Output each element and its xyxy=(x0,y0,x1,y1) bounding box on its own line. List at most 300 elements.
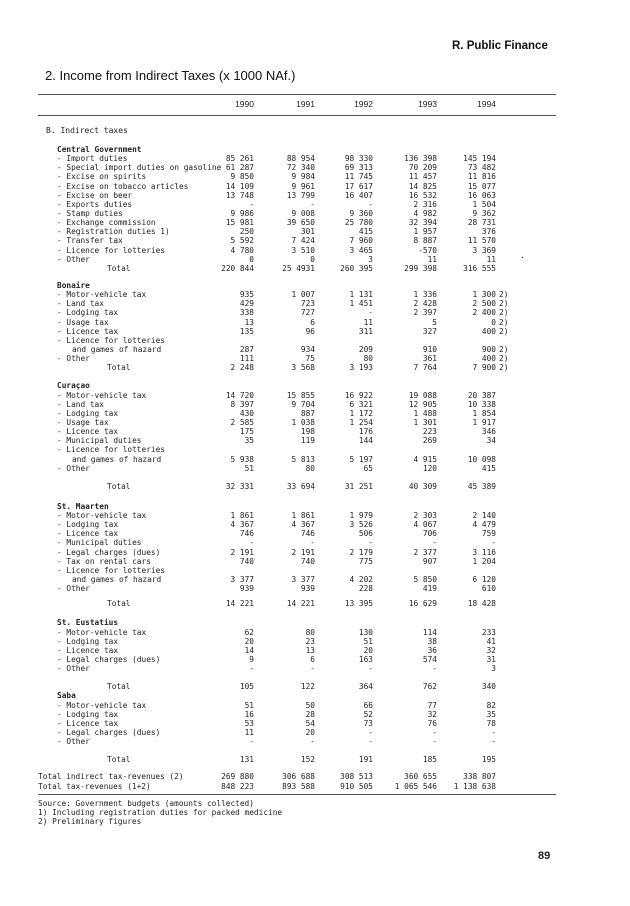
cell-1991: 723 xyxy=(300,299,315,309)
cell-1992: 69 313 xyxy=(344,163,373,173)
cell-1993: 16 532 xyxy=(408,190,437,200)
section-name: St. Eustatius xyxy=(57,618,119,628)
cell-1990: 14 720 xyxy=(225,390,254,400)
cell-1991: 746 xyxy=(300,529,315,539)
cell-1993: 360 655 xyxy=(404,772,437,782)
table-row xyxy=(0,227,630,236)
row-label: - Excise on beer xyxy=(57,190,133,200)
section-heading xyxy=(0,691,630,700)
cell-1990: 2 191 xyxy=(230,547,254,557)
year-1991: 1991 xyxy=(296,99,315,109)
cell-1993: 706 xyxy=(422,529,437,539)
table-row xyxy=(0,218,630,227)
table-row xyxy=(0,255,630,264)
section-total xyxy=(0,599,630,608)
section-total xyxy=(0,482,630,491)
cell-1992: 3 465 xyxy=(349,245,373,255)
cell-1993: 269 xyxy=(422,436,437,446)
cell-1993: - xyxy=(432,737,437,747)
row-label: - Licence tax xyxy=(57,427,119,437)
cell-1992: 775 xyxy=(358,556,373,566)
cell-1991: 75 xyxy=(305,354,315,364)
table-row xyxy=(0,728,630,737)
cell-1991: 9 704 xyxy=(291,399,315,409)
cell-1992: - xyxy=(368,308,373,318)
cell-1993: 7 764 xyxy=(413,363,437,373)
cell-1991: 740 xyxy=(300,556,315,566)
footnote: 1) Including registration duties for packed medicine xyxy=(38,808,283,818)
table-row xyxy=(0,400,630,409)
cell-1993: 40 309 xyxy=(408,481,437,491)
section-total xyxy=(0,755,630,764)
table-row xyxy=(0,520,630,529)
cell-1992: 1 172 xyxy=(349,408,373,418)
table-row xyxy=(0,701,630,710)
cell-1992: 191 xyxy=(358,755,373,765)
row-label: Total xyxy=(107,263,131,273)
cell-1991: 80 xyxy=(305,627,315,637)
table-row xyxy=(0,182,630,191)
cell-1993: 910 xyxy=(422,344,437,354)
table-row xyxy=(0,566,630,575)
row-label: - Licence tax xyxy=(57,529,119,539)
cell-1990: 53 xyxy=(244,718,254,728)
cell-1992: 163 xyxy=(358,655,373,665)
row-label: - Other xyxy=(57,584,90,594)
cell-1992: 73 xyxy=(363,718,373,728)
cell-1994: 415 xyxy=(481,463,496,473)
cell-1992: 13 395 xyxy=(344,599,373,609)
bottom-rule xyxy=(38,794,556,795)
footnote-marker: 2) xyxy=(499,344,509,354)
cell-1992: 1 254 xyxy=(349,417,373,427)
cell-1992: 415 xyxy=(358,227,373,237)
cell-1992: 6 321 xyxy=(349,399,373,409)
cell-1990: 9 850 xyxy=(230,172,254,182)
cell-1994: 1 204 xyxy=(472,556,496,566)
cell-1990: 429 xyxy=(239,299,254,309)
cell-1993: 32 394 xyxy=(408,218,437,228)
cell-1990: 269 880 xyxy=(221,772,254,782)
cell-1990: 3 377 xyxy=(230,575,254,585)
cell-1991: 152 xyxy=(300,755,315,765)
table-title: 2. Income from Indirect Taxes (x 1000 NAf.) xyxy=(45,68,296,83)
cell-1990: 8 397 xyxy=(230,399,254,409)
cell-1990: 35 xyxy=(244,436,254,446)
cell-1994: 7 900 xyxy=(472,363,496,373)
cell-1993: 2 428 xyxy=(413,299,437,309)
cell-1991: 28 xyxy=(305,709,315,719)
cell-1993: 4 915 xyxy=(413,454,437,464)
cell-1994: 3 116 xyxy=(472,547,496,557)
cell-1991: 306 688 xyxy=(282,772,315,782)
footnote-marker: 2) xyxy=(499,290,509,300)
cell-1991: 9 984 xyxy=(291,172,315,182)
row-label: and games of hazard xyxy=(72,344,162,354)
cell-1994: 45 389 xyxy=(467,481,496,491)
cell-1990: 51 xyxy=(244,463,254,473)
cell-1992: 5 197 xyxy=(349,454,373,464)
section-heading xyxy=(0,618,630,627)
row-label: - Motor-vehicle tax xyxy=(57,511,147,521)
cell-1992: 11 xyxy=(363,317,373,327)
cell-1991: 23 xyxy=(305,636,315,646)
section-name: Central Government xyxy=(57,145,142,154)
cell-1991: 301 xyxy=(300,227,315,237)
cell-1990: 338 xyxy=(239,308,254,318)
cell-1993: 419 xyxy=(422,584,437,594)
row-label: - Licence for lotteries xyxy=(57,245,165,255)
cell-1991: 25 4931 xyxy=(282,263,315,273)
table-row xyxy=(0,290,630,299)
cell-1994: 316 555 xyxy=(463,263,496,273)
cell-1992: 2 179 xyxy=(349,547,373,557)
cell-1992: 31 251 xyxy=(344,481,373,491)
cell-1991: 1 038 xyxy=(291,417,315,427)
cell-1991: 727 xyxy=(300,308,315,318)
row-label: - Lodging tax xyxy=(57,408,119,418)
cell-1994: 32 xyxy=(486,645,496,655)
cell-1990: 0 xyxy=(249,254,254,264)
cell-1993: 77 xyxy=(427,700,437,710)
cell-1993: 185 xyxy=(422,755,437,765)
cell-1993: 223 xyxy=(422,427,437,437)
cell-1991: 119 xyxy=(300,436,315,446)
cell-1994: 145 194 xyxy=(463,154,496,164)
cell-1993: 361 xyxy=(422,354,437,364)
section-name: Curaçao xyxy=(57,381,90,391)
cell-1990: 4 780 xyxy=(230,245,254,255)
cell-1993: 70 209 xyxy=(408,163,437,173)
cell-1993: 2 316 xyxy=(413,199,437,209)
year-1994: 1994 xyxy=(477,99,496,109)
row-label: Total xyxy=(107,682,131,692)
table-row xyxy=(0,418,630,427)
section-heading xyxy=(0,281,630,290)
cell-1994: - xyxy=(491,538,496,548)
cell-1990: 220 844 xyxy=(221,263,254,273)
table-row xyxy=(0,246,630,255)
cell-1994: 10 098 xyxy=(467,454,496,464)
cell-1994: 1 300 xyxy=(472,290,496,300)
cell-1991: 20 xyxy=(305,728,315,738)
cell-1990: 5 592 xyxy=(230,236,254,246)
row-label: - Other xyxy=(57,737,90,747)
year-header xyxy=(0,99,630,111)
cell-1994: 338 807 xyxy=(463,772,496,782)
table-row xyxy=(0,345,630,354)
cell-1994: 0 xyxy=(491,317,496,327)
cell-1992: 364 xyxy=(358,682,373,692)
section-name: Saba xyxy=(57,691,76,701)
table-row xyxy=(0,200,630,209)
cell-1994: 2 140 xyxy=(472,511,496,521)
part-title: B. Indirect taxes xyxy=(46,126,128,135)
section-total xyxy=(0,682,630,691)
cell-1994: 11 570 xyxy=(467,236,496,246)
cell-1993: 76 xyxy=(427,718,437,728)
cell-1990: 13 748 xyxy=(225,190,254,200)
row-label: - Motor-vehicle tax xyxy=(57,290,147,300)
cell-1992: 66 xyxy=(363,700,373,710)
cell-1993: 36 xyxy=(427,645,437,655)
table-row xyxy=(0,163,630,172)
row-label: - Land tax xyxy=(57,399,104,409)
cell-1992: 17 617 xyxy=(344,181,373,191)
cell-1991: 7 424 xyxy=(291,236,315,246)
row-label: - Licence tax xyxy=(57,326,119,336)
cell-1992: - xyxy=(368,737,373,747)
table-row xyxy=(0,664,630,673)
cell-1994: 900 xyxy=(481,344,496,354)
cell-1994: 2 500 xyxy=(472,299,496,309)
table-row xyxy=(0,529,630,538)
cell-1990: 14 109 xyxy=(225,181,254,191)
footnote: 2) Preliminary figures xyxy=(38,817,142,827)
cell-1993: - xyxy=(432,664,437,674)
row-label: - Licence tax xyxy=(57,645,119,655)
cell-1993: 14 825 xyxy=(408,181,437,191)
cell-1990: 105 xyxy=(239,682,254,692)
cell-1993: 136 398 xyxy=(404,154,437,164)
cell-1991: 3 510 xyxy=(291,245,315,255)
section-heading xyxy=(0,381,630,390)
cell-1993: 12 905 xyxy=(408,399,437,409)
cell-1991: 1 007 xyxy=(291,290,315,300)
cell-1992: 176 xyxy=(358,427,373,437)
cell-1993: 574 xyxy=(422,655,437,665)
row-label: - Import duties xyxy=(57,154,128,164)
cell-1994: 73 482 xyxy=(467,163,496,173)
row-label: - Licence for lotteries xyxy=(57,565,165,575)
footnote-marker: 2) xyxy=(499,354,509,364)
cell-1992: 51 xyxy=(363,636,373,646)
table-row xyxy=(0,427,630,436)
cell-1994: 31 xyxy=(486,655,496,665)
cell-1991: 2 191 xyxy=(291,547,315,557)
cell-1990: - xyxy=(249,737,254,747)
cell-1994: 195 xyxy=(481,755,496,765)
cell-1990: 13 xyxy=(244,317,254,327)
cell-1994: 16 063 xyxy=(467,190,496,200)
cell-1991: 934 xyxy=(300,344,315,354)
row-label: - Special import duties on gasoline xyxy=(57,163,222,173)
row-label: Total xyxy=(107,755,131,765)
cell-1990: 111 xyxy=(239,354,254,364)
table-row xyxy=(0,318,630,327)
row-label: - Licence for lotteries xyxy=(57,445,165,455)
cell-1991: 3 568 xyxy=(291,363,315,373)
table-row xyxy=(0,710,630,719)
cell-1991: - xyxy=(310,538,315,548)
cell-1991: 15 855 xyxy=(286,390,315,400)
cell-1992: 130 xyxy=(358,627,373,637)
cell-1992: 228 xyxy=(358,584,373,594)
cell-1990: 62 xyxy=(244,627,254,637)
cell-1991: 33 694 xyxy=(286,481,315,491)
cell-1992: 1 451 xyxy=(349,299,373,309)
cell-1990: 430 xyxy=(239,408,254,418)
cell-1993: -570 xyxy=(418,245,437,255)
table-row xyxy=(0,336,630,345)
row-label: - Motor-vehicle tax xyxy=(57,390,147,400)
cell-1994: 35 xyxy=(486,709,496,719)
cell-1990: 20 xyxy=(244,636,254,646)
cell-1990: 85 261 xyxy=(225,154,254,164)
row-label: - Lodging tax xyxy=(57,308,119,318)
cell-1994: 6 120 xyxy=(472,575,496,585)
section-name: St. Maarten xyxy=(57,501,109,511)
row-label: - Other xyxy=(57,463,90,473)
cell-1994: 400 xyxy=(481,354,496,364)
cell-1992: 4 202 xyxy=(349,575,373,585)
table-row xyxy=(0,327,630,336)
cell-1990: 15 981 xyxy=(225,218,254,228)
cell-1990: 848 223 xyxy=(221,781,254,791)
cell-1994: 610 xyxy=(481,584,496,594)
cell-1994: 28 731 xyxy=(467,218,496,228)
cell-1991: 3 377 xyxy=(291,575,315,585)
cell-1991: 50 xyxy=(305,700,315,710)
table-row xyxy=(0,737,630,746)
row-label: - Legal charges (dues) xyxy=(57,655,161,665)
cell-1993: 5 xyxy=(432,317,437,327)
cell-1991: 122 xyxy=(300,682,315,692)
cell-1994: 11 816 xyxy=(467,172,496,182)
cell-1992: - xyxy=(368,538,373,548)
cell-1992: 65 xyxy=(363,463,373,473)
table-row xyxy=(0,719,630,728)
table-row xyxy=(0,511,630,520)
cell-1994: 34 xyxy=(486,436,496,446)
year-1993: 1993 xyxy=(418,99,437,109)
year-1990: 1990 xyxy=(235,99,254,109)
cell-1990: 61 287 xyxy=(225,163,254,173)
cell-1991: 13 xyxy=(305,645,315,655)
cell-1991: 14 221 xyxy=(286,599,315,609)
cell-1993: 1 065 546 xyxy=(394,781,437,791)
cell-1993: 32 xyxy=(427,709,437,719)
row-label: - Licence tax xyxy=(57,718,119,728)
cell-1993: 2 397 xyxy=(413,308,437,318)
cell-1992: 260 395 xyxy=(340,263,373,273)
section-total xyxy=(0,363,630,372)
row-label: Total xyxy=(107,481,131,491)
cell-1993: 2 303 xyxy=(413,511,437,521)
stray-mark: . xyxy=(520,251,525,260)
header-rule xyxy=(38,115,556,116)
table-row xyxy=(0,436,630,445)
cell-1991: 0 xyxy=(310,254,315,264)
section-name: Bonaire xyxy=(57,280,90,290)
cell-1992: 16 922 xyxy=(344,390,373,400)
cell-1993: 327 xyxy=(422,326,437,336)
cell-1990: 4 367 xyxy=(230,520,254,530)
cell-1990: - xyxy=(249,199,254,209)
cell-1994: 759 xyxy=(481,529,496,539)
row-label: - Lodging tax xyxy=(57,709,119,719)
cell-1990: 2 248 xyxy=(230,363,254,373)
cell-1993: 1 488 xyxy=(413,408,437,418)
table-row xyxy=(0,209,630,218)
cell-1994: 3 xyxy=(491,664,496,674)
cell-1994: 233 xyxy=(481,627,496,637)
section-total xyxy=(0,264,630,273)
table-row xyxy=(0,538,630,547)
cell-1993: 38 xyxy=(427,636,437,646)
cell-1991: 939 xyxy=(300,584,315,594)
cell-1994: 11 xyxy=(486,254,496,264)
cell-1991: 6 xyxy=(310,317,315,327)
cell-1990: 250 xyxy=(239,227,254,237)
cell-1994: 340 xyxy=(481,682,496,692)
footnote-marker: 2) xyxy=(499,308,509,318)
footnote-marker: 2) xyxy=(499,317,509,327)
row-label: - Lodging tax xyxy=(57,636,119,646)
table-row xyxy=(0,391,630,400)
row-label: and games of hazard xyxy=(72,454,162,464)
cell-1992: 7 960 xyxy=(349,236,373,246)
table-row xyxy=(0,575,630,584)
table-row xyxy=(0,646,630,655)
table-row xyxy=(0,655,630,664)
cell-1990: 131 xyxy=(239,755,254,765)
cell-1991: 80 xyxy=(305,463,315,473)
cell-1994: - xyxy=(491,728,496,738)
row-label: - Registration duties 1) xyxy=(57,227,170,237)
table-row xyxy=(0,445,630,454)
cell-1990: 9 xyxy=(249,655,254,665)
cell-1994: 18 428 xyxy=(467,599,496,609)
section-header: R. Public Finance xyxy=(452,40,548,52)
cell-1990: 32 331 xyxy=(225,481,254,491)
grand-total-row xyxy=(0,772,630,781)
cell-1992: - xyxy=(368,664,373,674)
section-heading xyxy=(0,502,630,511)
cell-1993: 8 887 xyxy=(413,236,437,246)
row-label: - Motor-vehicle tax xyxy=(57,700,147,710)
row-label: - Other xyxy=(57,254,90,264)
table-row xyxy=(0,464,630,473)
cell-1994: 3 369 xyxy=(472,245,496,255)
cell-1994: 9 362 xyxy=(472,208,496,218)
row-label: - Usage tax xyxy=(57,317,109,327)
cell-1991: 72 340 xyxy=(286,163,315,173)
cell-1991: 4 367 xyxy=(291,520,315,530)
table-row xyxy=(0,584,630,593)
footnote-marker: 2) xyxy=(499,299,509,309)
cell-1993: 1 336 xyxy=(413,290,437,300)
cell-1994: 20 387 xyxy=(467,390,496,400)
cell-1993: 120 xyxy=(422,463,437,473)
row-label: - Land tax xyxy=(57,299,104,309)
table-row xyxy=(0,172,630,181)
table-row xyxy=(0,308,630,317)
cell-1991: 9 961 xyxy=(291,181,315,191)
cell-1994: 4 479 xyxy=(472,520,496,530)
footnote-marker: 2) xyxy=(499,363,509,373)
grand-total-row xyxy=(0,782,630,791)
cell-1993: 5 850 xyxy=(413,575,437,585)
cell-1993: 1 301 xyxy=(413,417,437,427)
cell-1993: 4 982 xyxy=(413,208,437,218)
footnote: Source: Government budgets (amounts collected) xyxy=(38,799,254,808)
table-row xyxy=(0,299,630,308)
cell-1990: 935 xyxy=(239,290,254,300)
table-row xyxy=(0,637,630,646)
cell-1992: 1 131 xyxy=(349,290,373,300)
footnote-marker: 2) xyxy=(499,326,509,336)
